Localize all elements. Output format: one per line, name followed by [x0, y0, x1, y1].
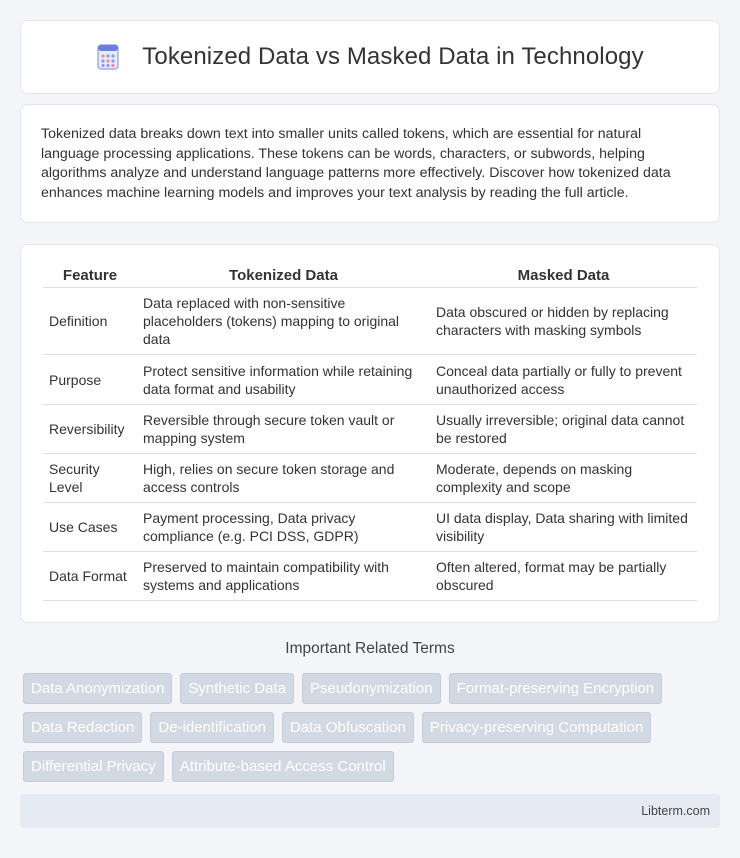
- tokenized-cell: High, relies on secure token storage and access controls: [137, 454, 430, 503]
- related-tags: [20, 673, 720, 782]
- masked-cell: Conceal data partially or fully to prevent unauthorized access: [430, 355, 697, 405]
- title-wrap: [96, 43, 643, 71]
- feature-cell: Data Format: [43, 552, 137, 601]
- title-card: [20, 20, 720, 94]
- masked-cell: Often altered, format may be partially obscured: [430, 552, 697, 601]
- feature-cell: Definition: [43, 288, 137, 355]
- related-tag[interactable]: Privacy-preserving Computation: [422, 712, 651, 743]
- comparison-table: [43, 263, 697, 601]
- table-row: [43, 552, 697, 601]
- footer-link[interactable]: Libterm.com: [641, 804, 710, 818]
- table-row: [43, 454, 697, 503]
- table-row: [43, 355, 697, 405]
- related-tag[interactable]: Pseudonymization: [302, 673, 441, 704]
- related-tag[interactable]: Differential Privacy: [23, 751, 164, 782]
- related-tag[interactable]: De-identification: [150, 712, 274, 743]
- tokenized-cell: Protect sensitive information while retaining data format and usability: [137, 355, 430, 405]
- tokenized-cell: Data replaced with non-sensitive placeholders (tokens) mapping to original data: [137, 288, 430, 355]
- header-feature: Feature: [43, 263, 137, 288]
- page-title: Tokenized Data vs Masked Data in Technology: [142, 43, 644, 70]
- related-tag[interactable]: Data Anonymization: [23, 673, 172, 704]
- feature-cell: Security Level: [43, 454, 137, 503]
- tokenized-cell: Payment processing, Data privacy compliance (e.g. PCI DSS, GDPR): [137, 503, 430, 552]
- header-tokenized: Tokenized Data: [137, 263, 430, 288]
- related-tag[interactable]: Format-preserving Encryption: [449, 673, 663, 704]
- header-masked: Masked Data: [430, 263, 697, 288]
- related-terms-title: Important Related Terms: [285, 640, 455, 657]
- calculator-icon: [96, 44, 120, 70]
- feature-cell: Reversibility: [43, 405, 137, 454]
- masked-cell: Usually irreversible; original data cannot be restored: [430, 405, 697, 454]
- table-row: [43, 288, 697, 355]
- masked-cell: Moderate, depends on masking complexity and scope: [430, 454, 697, 503]
- intro-text: Tokenized data breaks down text into smaller units called tokens, which are essential for natural language processing applications. These tokens can be words, characters, or subwords, helping algorithms analyze and understand language patterns more effectively. Discover how tokenized data enhances machine learning models and improves your text analysis by reading the full article.: [41, 126, 671, 201]
- feature-cell: Use Cases: [43, 503, 137, 552]
- related-tag[interactable]: Data Obfuscation: [282, 712, 414, 743]
- intro-card: [20, 104, 720, 223]
- related-tag[interactable]: Data Redaction: [23, 712, 142, 743]
- comparison-card: [20, 244, 720, 623]
- footer: [20, 794, 720, 828]
- related-terms-section: [20, 640, 720, 782]
- related-tag[interactable]: Attribute-based Access Control: [172, 751, 394, 782]
- table-row: [43, 503, 697, 552]
- related-tag[interactable]: Synthetic Data: [180, 673, 294, 704]
- tokenized-cell: Reversible through secure token vault or mapping system: [137, 405, 430, 454]
- tokenized-cell: Preserved to maintain compatibility with systems and applications: [137, 552, 430, 601]
- table-row: [43, 405, 697, 454]
- masked-cell: UI data display, Data sharing with limited visibility: [430, 503, 697, 552]
- masked-cell: Data obscured or hidden by replacing characters with masking symbols: [430, 288, 697, 355]
- feature-cell: Purpose: [43, 355, 137, 405]
- table-header-row: [43, 263, 697, 288]
